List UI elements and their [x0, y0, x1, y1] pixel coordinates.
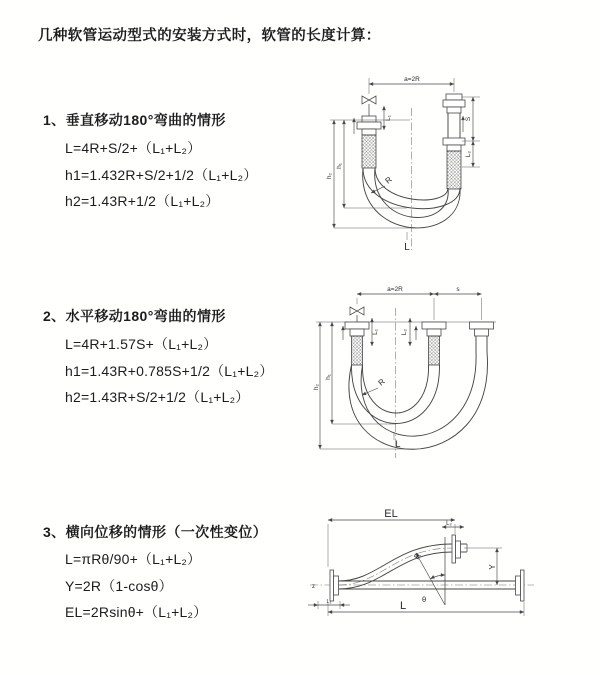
- section-2-formula-h1: h1=1.43R+0.785S+1/2（L₁+L₂）: [65, 363, 274, 379]
- label-l2: L₂: [401, 328, 408, 336]
- label-theta: θ: [422, 595, 427, 604]
- valve-icon: [350, 307, 364, 322]
- section-1-formula-L: L=4R+S/2+（L₁+L₂）: [65, 140, 202, 156]
- section-3-heading: 3、横向位移的情形（一次性变位）: [43, 524, 268, 540]
- section-2-heading: 2、水平移动180°弯曲的情形: [43, 308, 226, 324]
- label-s: s: [456, 286, 460, 293]
- label-radius: R: [383, 174, 394, 186]
- section-2-formula-h2: h2=1.43R+S/2+1/2（L₁+L₂）: [65, 389, 250, 405]
- label-y: Y: [488, 564, 497, 570]
- left-flange-fitting: [357, 116, 381, 168]
- dimension-width: [357, 286, 482, 320]
- datum-mark: z: [312, 584, 315, 590]
- dimension-l1: [384, 106, 392, 130]
- label-h1: h₁: [336, 163, 343, 169]
- label-length: L: [404, 242, 410, 253]
- moved-flange-fitting: [470, 322, 494, 336]
- section-1-formula-h1: h1=1.432R+S/2+1/2（L₁+L₂）: [65, 167, 258, 183]
- displaced-right-flange: [452, 535, 461, 563]
- dimension-s: [462, 97, 480, 167]
- diagram-lateral-displacement: [296, 503, 540, 635]
- label-h2: h₂: [326, 172, 333, 180]
- valve-icon: [362, 96, 376, 116]
- section-3-formula-L: L=πRθ/90+（L₁+L₂）: [65, 551, 202, 567]
- section-1-formula-h2: h2=1.43R+1/2（L₁+L₂）: [65, 193, 220, 209]
- left-flange-fitting: [345, 322, 369, 365]
- label-a2r: a=2R: [404, 76, 420, 83]
- middle-flange-fitting: [422, 322, 446, 365]
- label-l2: L₂: [465, 150, 472, 158]
- label-a2r: a=2R: [387, 286, 403, 293]
- label-length: L: [399, 600, 407, 612]
- left-flange: [330, 570, 339, 601]
- label-h1: h₁: [325, 374, 332, 380]
- dimension-l1: [308, 599, 350, 609]
- ghost-right-flange: [516, 570, 525, 601]
- dimension-h2: [313, 322, 414, 449]
- diagram-vertical-180-bend: [312, 70, 517, 262]
- label-l2: L₂: [446, 521, 452, 527]
- label-h2: h₂: [313, 383, 320, 391]
- label-radius: R: [376, 376, 387, 388]
- label-l1: L₁: [385, 115, 392, 121]
- dimension-y: [464, 548, 502, 585]
- section-3-formula-Y: Y=2R（1-cosθ）: [65, 578, 173, 594]
- diagram-horizontal-180-bend: [306, 282, 531, 477]
- label-length: L: [395, 439, 401, 449]
- hose-u-bends: [349, 336, 488, 449]
- radius-callout: [362, 377, 387, 395]
- displaced-s-curve-hose: [339, 544, 468, 589]
- page-title: 几种软管运动型式的安装方式时，软管的长度计算：: [38, 28, 381, 44]
- section-3-formula-EL: EL=2Rsinθ+（L₁+L₂）: [65, 604, 208, 620]
- section-1-heading: 1、垂直移动180°弯曲的情形: [43, 112, 226, 128]
- label-l1: L₁: [372, 329, 379, 335]
- dimension-width: [369, 76, 454, 94]
- label-el: EL: [384, 508, 398, 520]
- label-radius: R: [412, 551, 423, 562]
- dimension-el: [328, 508, 455, 567]
- bend-angle-construction: [412, 537, 445, 605]
- section-2-formula-L: L=4R+1.57S+（L₁+L₂）: [65, 336, 218, 352]
- label-l1: L₁: [326, 599, 332, 605]
- dimension-l2: [442, 521, 464, 527]
- length-label: [404, 232, 410, 253]
- right-flange-fitting: [443, 94, 465, 189]
- label-s: S: [465, 116, 472, 122]
